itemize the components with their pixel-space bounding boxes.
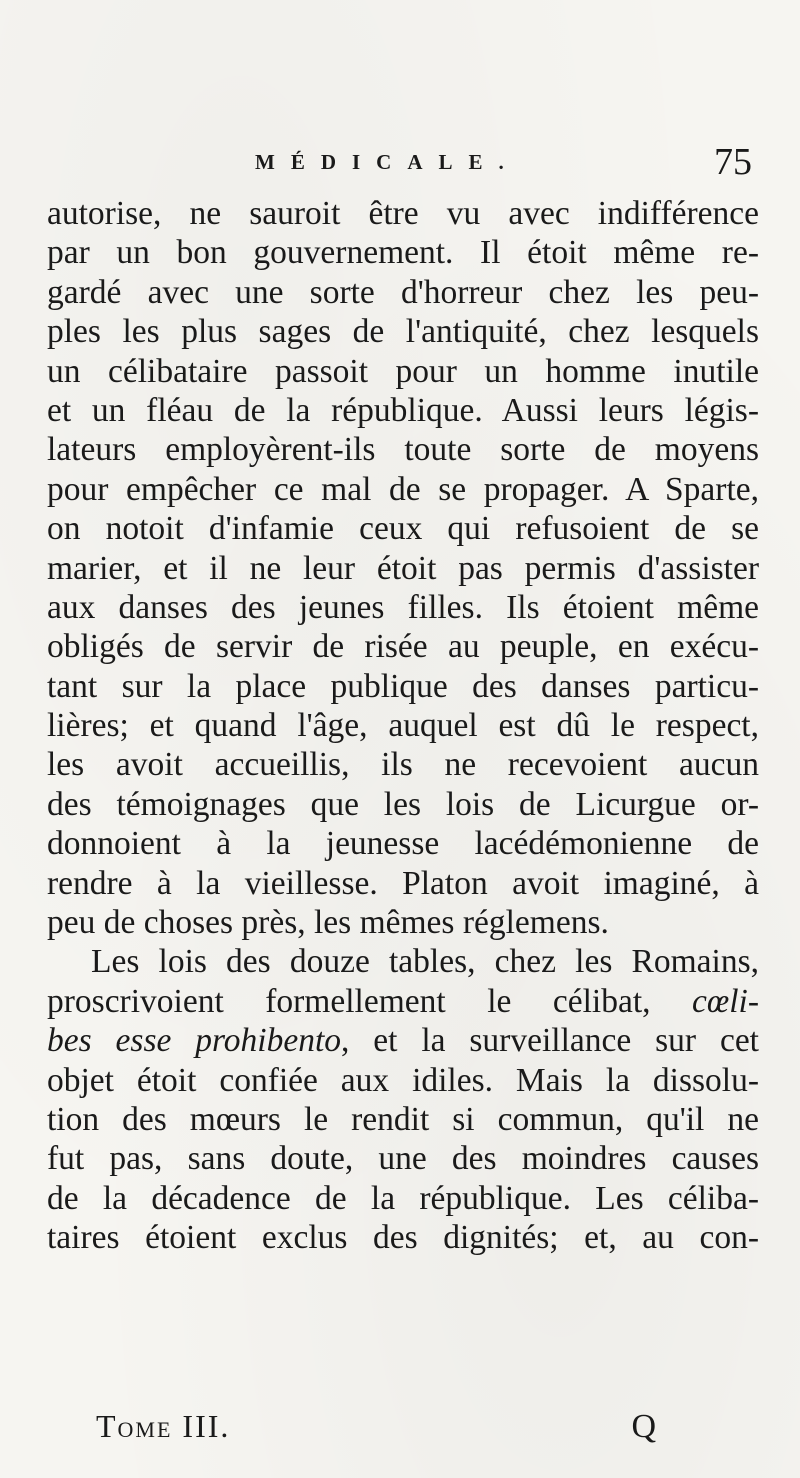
page-number: 75 <box>714 141 752 183</box>
text-line: autorise, ne sauroit être vu avec indifférence <box>47 195 759 232</box>
text-line <box>47 982 759 1021</box>
page-footer <box>96 1408 656 1448</box>
latin-phrase: cœli- <box>692 982 759 1020</box>
text-line: taires étoient exclus des dignités; et, au con- <box>47 1219 759 1257</box>
body-text <box>47 194 759 1258</box>
running-title: MÉDICALE. <box>255 150 520 174</box>
text-line: aux danses des jeunes filles. Ils étoient même <box>47 588 759 626</box>
text-line: objet étoit confiée aux idiles. Mais la dissolu- <box>47 1061 759 1099</box>
text-line: ples les plus sages de l'antiquité, chez lesquels <box>47 313 759 351</box>
text-line: par un bon gouvernement. Il étoit même re- <box>47 234 759 272</box>
text-segment: proscrivoient formellement le célibat, <box>47 982 693 1020</box>
text-line <box>47 1021 759 1060</box>
volume-label: Tome III. <box>96 1408 231 1444</box>
text-line: donnoient à la jeunesse lacédémonienne de <box>47 825 759 863</box>
running-head <box>40 140 760 184</box>
text-line: de la décadence de la république. Les céliba- <box>47 1179 759 1217</box>
text-line: des témoignages que les lois de Licurgue or- <box>47 785 759 823</box>
text-line: rendre à la vieillesse. Platon avoit imaginé, à <box>47 864 759 902</box>
text-line: un célibataire passoit pour un homme inutile <box>47 352 759 390</box>
text-line: tion des mœurs le rendit si commun, qu'il ne <box>47 1100 759 1138</box>
text-line: pour empêcher ce mal de se propager. A Sparte, <box>47 470 759 508</box>
text-line: obligés de servir de risée au peuple, en exécu- <box>47 628 759 666</box>
text-line: Les lois des douze tables, chez les Romains, <box>91 943 759 981</box>
text-line: marier, et il ne leur étoit pas permis d'assister <box>47 549 759 587</box>
text-line: on notoit d'infamie ceux qui refusoient de se <box>47 510 759 548</box>
text-line: les avoit accueillis, ils ne recevoient aucun <box>47 746 759 784</box>
text-segment: , et la surveillance sur cet <box>341 1022 759 1060</box>
text-line: gardé avec une sorte d'horreur chez les peu- <box>47 273 759 311</box>
text-line: tant sur la place publique des danses particu- <box>47 667 759 705</box>
text-line: et un fléau de la république. Aussi leurs légis- <box>47 391 759 429</box>
text-line: peu de choses près, les mêmes réglemens. <box>47 904 609 942</box>
text-line: lières; et quand l'âge, auquel est dû le respect, <box>47 707 759 745</box>
latin-phrase: bes esse prohibento <box>47 1022 342 1060</box>
text-line: fut pas, sans doute, une des moindres causes <box>47 1140 759 1178</box>
signature-mark: Q <box>631 1408 656 1445</box>
text-line: lateurs employèrent-ils toute sorte de moyens <box>47 431 759 469</box>
